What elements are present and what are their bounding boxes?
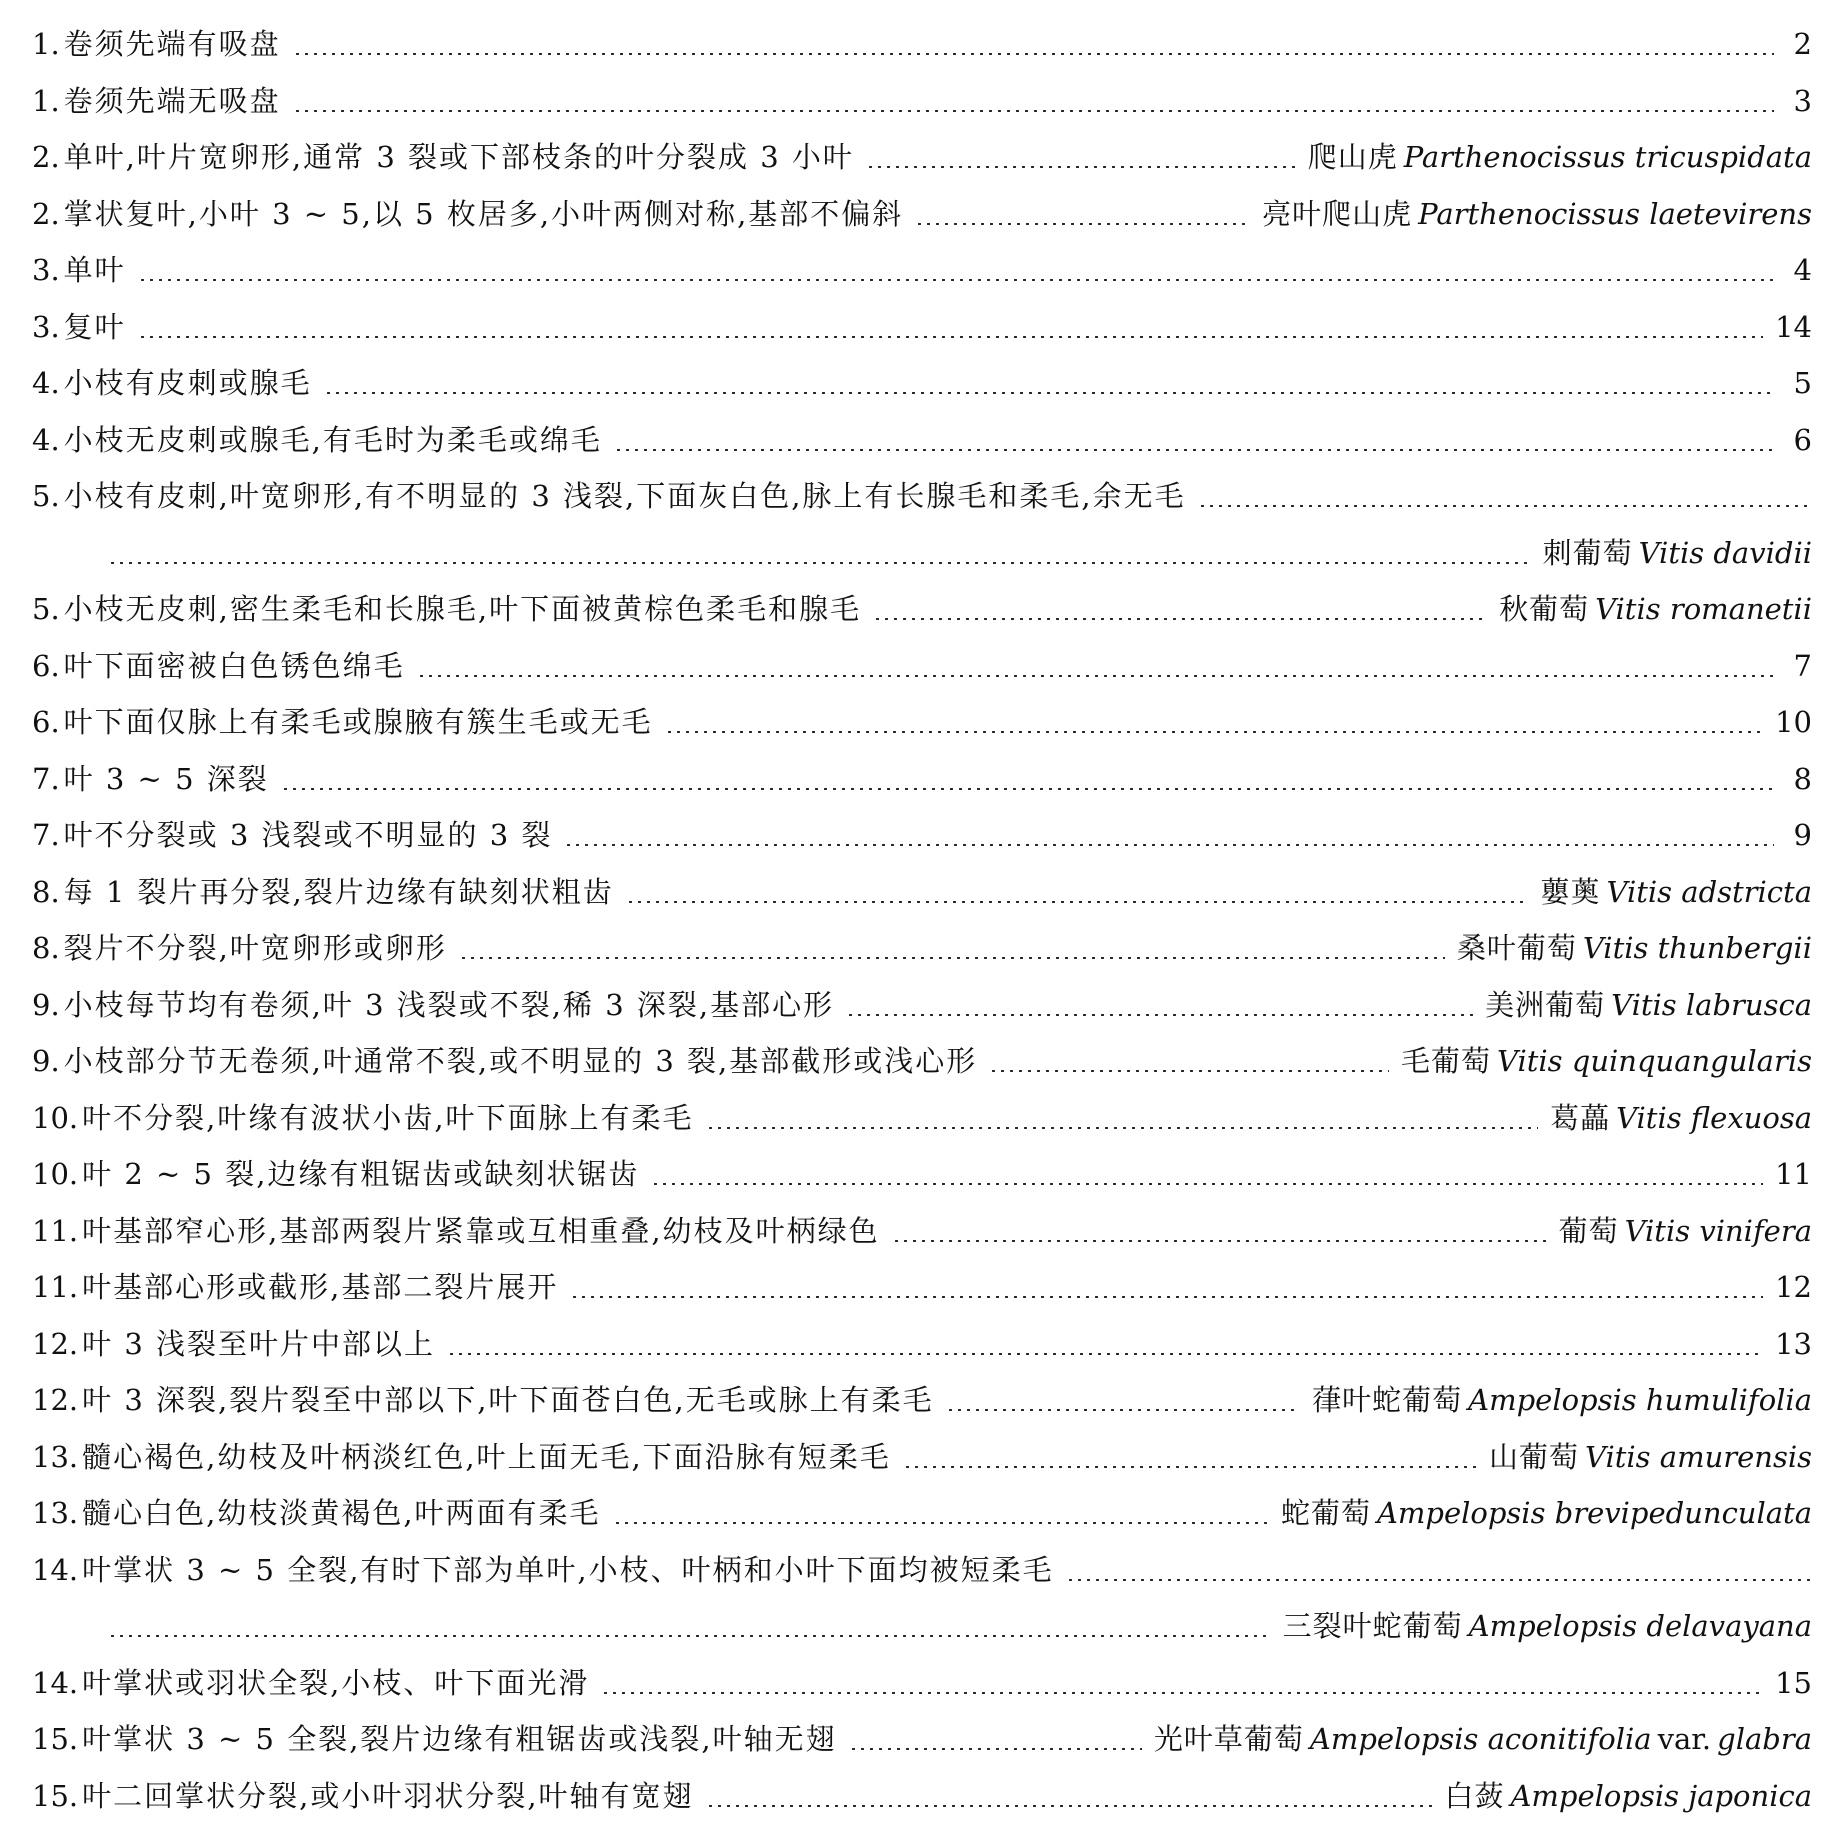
species-cn: 葛藟 — [1550, 1100, 1611, 1135]
key-number: 5. — [32, 592, 60, 626]
species-cn: 桑叶葡萄 — [1456, 931, 1577, 965]
dot-leader — [1066, 1579, 1812, 1581]
key-goto: 14 — [1775, 309, 1812, 344]
species-name — [1401, 1039, 1812, 1080]
key-text: 叶基部心形或截形,基部二裂片展开 — [82, 1270, 559, 1304]
key-text: 叶不分裂,叶缘有波状小齿,叶下面脉上有柔毛 — [82, 1100, 694, 1135]
key-number: 8. — [32, 931, 60, 965]
key-number: 11. — [32, 1213, 79, 1248]
key-number: 4. — [32, 422, 60, 457]
dot-leader — [1198, 505, 1812, 507]
key-goto: 5 — [1793, 366, 1812, 400]
species-cn: 三裂叶蛇葡萄 — [1282, 1609, 1463, 1643]
key-text: 叶掌状 3 ~ 5 全裂,裂片边缘有粗锯齿或浅裂,叶轴无翅 — [82, 1722, 837, 1756]
key-line — [32, 1209, 1812, 1266]
species-name — [1312, 1378, 1812, 1419]
key-number: 15. — [32, 1778, 79, 1813]
key-text: 叶掌状或羽状全裂,小枝、叶下面光滑 — [82, 1665, 590, 1700]
key-text: 复叶 — [63, 309, 126, 344]
species-name — [1541, 870, 1812, 911]
key-line — [32, 870, 1812, 927]
key-goto: 12 — [1775, 1270, 1812, 1304]
key-goto: 4 — [1793, 253, 1812, 287]
species-name — [1308, 135, 1812, 176]
species-latin: Ampelopsis delavayana — [1468, 1609, 1812, 1643]
species-name — [1444, 1774, 1812, 1815]
dot-leader — [293, 110, 1774, 112]
species-variety: glabra — [1717, 1722, 1812, 1756]
species-cn: 毛葡萄 — [1401, 1044, 1492, 1078]
dot-leader — [626, 901, 1529, 903]
key-goto: 3 — [1793, 83, 1812, 118]
species-name — [1485, 983, 1812, 1024]
species-latin: Ampelopsis aconitifolia — [1309, 1722, 1652, 1756]
key-text: 叶基部窄心形,基部两裂片紧靠或互相重叠,幼枝及叶柄绿色 — [82, 1213, 880, 1248]
key-number: 2. — [32, 196, 60, 231]
species-rank: var. — [1657, 1722, 1712, 1756]
species-cn: 刺葡萄 — [1542, 535, 1633, 570]
dot-leader — [849, 1748, 1142, 1750]
species-name — [1499, 587, 1812, 628]
dot-leader — [665, 731, 1763, 733]
key-goto: 2 — [1793, 27, 1812, 61]
dot-leader — [915, 223, 1250, 225]
key-line — [32, 305, 1812, 362]
species-latin: Vitis thunbergii — [1582, 931, 1812, 965]
key-number: 9. — [32, 987, 60, 1022]
dot-leader — [614, 449, 1774, 451]
dot-leader — [138, 279, 1774, 281]
key-text: 髓心白色,幼枝淡黄褐色,叶两面有柔毛 — [82, 1496, 601, 1530]
key-line — [32, 1152, 1812, 1209]
key-number: 12. — [32, 1326, 79, 1361]
species-name — [1550, 1096, 1812, 1137]
key-text: 裂片不分裂,叶宽卵形或卵形 — [63, 931, 447, 965]
key-text: 叶 3 ~ 5 深裂 — [63, 761, 269, 796]
key-line — [32, 1039, 1812, 1096]
key-text: 叶不分裂或 3 浅裂或不明显的 3 裂 — [63, 818, 553, 852]
key-line — [32, 418, 1812, 475]
key-number: 9. — [32, 1044, 60, 1078]
key-text: 小枝无皮刺或腺毛,有毛时为柔毛或绵毛 — [63, 422, 602, 457]
key-line — [32, 361, 1812, 418]
key-line — [32, 1096, 1812, 1153]
key-text: 叶二回掌状分裂,或小叶羽状分裂,叶轴有宽翅 — [82, 1778, 694, 1813]
dot-leader — [946, 1409, 1300, 1411]
key-line — [32, 813, 1812, 870]
species-latin: Vitis quinquangularis — [1497, 1044, 1812, 1078]
species-name — [1262, 192, 1812, 233]
key-number: 15. — [32, 1722, 79, 1756]
key-text: 每 1 裂片再分裂,裂片边缘有缺刻状粗齿 — [63, 874, 614, 909]
dot-leader — [138, 336, 1763, 338]
key-number: 6. — [32, 705, 60, 739]
key-text: 卷须先端有吸盘 — [63, 27, 281, 61]
species-name — [1154, 1717, 1812, 1758]
key-goto: 7 — [1793, 648, 1812, 683]
dot-leader — [866, 166, 1296, 168]
species-latin: Vitis labrusca — [1611, 987, 1812, 1022]
species-cn: 白蔹 — [1444, 1778, 1505, 1813]
species-latin: Vitis vinifera — [1624, 1213, 1812, 1248]
key-number: 3. — [32, 253, 60, 287]
key-line — [32, 22, 1812, 79]
species-latin: Ampelopsis humulifolia — [1468, 1383, 1812, 1417]
key-text: 单叶 — [63, 253, 126, 287]
key-goto: 10 — [1775, 705, 1812, 739]
species-latin: Vitis adstricta — [1606, 874, 1812, 909]
key-text: 叶掌状 3 ~ 5 全裂,有时下部为单叶,小枝、叶柄和小叶下面均被短柔毛 — [82, 1552, 1054, 1587]
key-line — [32, 1548, 1812, 1605]
key-text: 小枝每节均有卷须,叶 3 浅裂或不裂,稀 3 深裂,基部心形 — [63, 987, 835, 1022]
key-goto: 15 — [1775, 1665, 1812, 1700]
species-cn: 爬山虎 — [1307, 140, 1398, 174]
key-text: 单叶,叶片宽卵形,通常 3 裂或下部枝条的叶分裂成 3 小叶 — [63, 140, 854, 174]
key-line — [32, 1717, 1812, 1774]
key-line — [32, 1435, 1812, 1492]
key-text: 小枝无皮刺,密生柔毛和长腺毛,叶下面被黄棕色柔毛和腺毛 — [63, 592, 862, 626]
key-goto: 6 — [1793, 422, 1812, 457]
dot-leader — [873, 618, 1487, 620]
key-number: 10. — [32, 1100, 79, 1135]
key-number: 11. — [32, 1270, 79, 1304]
key-text: 小枝有皮刺,叶宽卵形,有不明显的 3 浅裂,下面灰白色,脉上有长腺毛和柔毛,余无毛 — [63, 479, 1186, 513]
key-number: 10. — [32, 1157, 79, 1191]
key-goto: 8 — [1793, 761, 1812, 796]
key-text: 叶 3 浅裂至叶片中部以上 — [82, 1326, 436, 1361]
key-line — [32, 474, 1812, 531]
dot-leader — [108, 1635, 1271, 1637]
species-latin: Vitis amurensis — [1585, 1439, 1812, 1474]
key-line — [32, 926, 1812, 983]
dot-leader — [459, 957, 1445, 959]
species-cn: 葡萄 — [1558, 1213, 1619, 1248]
dot-leader — [324, 392, 1774, 394]
key-line — [32, 1378, 1812, 1435]
species-name — [1457, 926, 1812, 967]
dot-leader — [651, 1183, 1763, 1185]
key-number: 6. — [32, 648, 60, 683]
key-text: 叶下面密被白色锈色绵毛 — [63, 648, 405, 683]
key-text: 髓心褐色,幼枝及叶柄淡红色,叶上面无毛,下面沿脉有短柔毛 — [82, 1439, 891, 1474]
dot-leader — [417, 675, 1774, 677]
dot-leader — [570, 1296, 1763, 1298]
key-number: 1. — [32, 27, 60, 61]
species-latin: Parthenocissus laetevirens — [1418, 196, 1812, 231]
species-cn: 蘡薁 — [1540, 874, 1601, 909]
key-number: 5. — [32, 479, 60, 513]
species-latin: Parthenocissus tricuspidata — [1403, 140, 1812, 174]
key-text: 卷须先端无吸盘 — [63, 83, 281, 118]
key-text: 掌状复叶,小叶 3 ~ 5,以 5 枚居多,小叶两侧对称,基部不偏斜 — [63, 196, 904, 231]
key-line — [32, 1661, 1812, 1718]
key-line — [32, 192, 1812, 249]
dot-leader — [846, 1014, 1473, 1016]
key-number: 4. — [32, 366, 60, 400]
key-line — [32, 983, 1812, 1040]
species-name — [1559, 1209, 1812, 1250]
species-cn: 秋葡萄 — [1499, 592, 1590, 626]
species-name — [1543, 531, 1812, 572]
dot-leader — [706, 1805, 1433, 1807]
dot-leader — [447, 1353, 1763, 1355]
key-line — [32, 79, 1812, 136]
dot-leader — [601, 1692, 1763, 1694]
dot-leader — [108, 562, 1531, 564]
key-number: 14. — [32, 1665, 79, 1700]
key-number: 13. — [32, 1439, 79, 1474]
dot-leader — [706, 1127, 1539, 1129]
species-latin: Vitis davidii — [1638, 535, 1812, 570]
species-cn: 光叶草葡萄 — [1153, 1722, 1304, 1756]
dichotomous-key — [32, 22, 1812, 1830]
key-text: 叶 2 ~ 5 裂,边缘有粗锯齿或缺刻状锯齿 — [82, 1157, 640, 1191]
dot-leader — [281, 788, 1774, 790]
key-number: 8. — [32, 874, 60, 909]
key-line — [32, 248, 1812, 305]
key-number: 13. — [32, 1496, 79, 1530]
key-line — [32, 1491, 1812, 1548]
dot-leader — [989, 1070, 1389, 1072]
key-number: 2. — [32, 140, 60, 174]
key-line — [32, 644, 1812, 701]
dot-leader — [613, 1522, 1269, 1524]
key-text: 小枝有皮刺或腺毛 — [63, 366, 312, 400]
species-name — [1283, 1604, 1812, 1645]
species-cn: 葎叶蛇葡萄 — [1312, 1383, 1463, 1417]
key-goto: 9 — [1793, 818, 1812, 852]
species-latin: Vitis flexuosa — [1616, 1100, 1812, 1135]
key-number: 7. — [32, 818, 60, 852]
key-line — [32, 1774, 1812, 1831]
dot-leader — [564, 844, 1774, 846]
key-line — [32, 1265, 1812, 1322]
key-goto: 13 — [1775, 1326, 1812, 1361]
species-latin: Ampelopsis japonica — [1510, 1778, 1812, 1813]
key-line-continuation — [32, 1604, 1812, 1661]
species-cn: 亮叶爬山虎 — [1262, 196, 1413, 231]
key-number: 1. — [32, 83, 60, 118]
species-cn: 美洲葡萄 — [1485, 987, 1606, 1022]
species-name — [1489, 1435, 1812, 1476]
key-line — [32, 1322, 1812, 1379]
species-name — [1281, 1491, 1812, 1532]
key-line — [32, 587, 1812, 644]
dot-leader — [903, 1466, 1477, 1468]
key-number: 12. — [32, 1383, 79, 1417]
dot-leader — [293, 53, 1774, 55]
key-text: 小枝部分节无卷须,叶通常不裂,或不明显的 3 裂,基部截形或浅心形 — [63, 1044, 978, 1078]
key-goto: 11 — [1775, 1157, 1812, 1191]
key-number: 14. — [32, 1552, 79, 1587]
key-line — [32, 135, 1812, 192]
key-number: 7. — [32, 761, 60, 796]
key-number: 3. — [32, 309, 60, 344]
key-line — [32, 757, 1812, 814]
species-cn: 山葡萄 — [1489, 1439, 1580, 1474]
species-latin: Ampelopsis brevipedunculata — [1376, 1496, 1812, 1530]
key-text: 叶 3 深裂,裂片裂至中部以下,叶下面苍白色,无毛或脉上有柔毛 — [82, 1383, 934, 1417]
species-latin: Vitis romanetii — [1595, 592, 1812, 626]
dot-leader — [892, 1240, 1547, 1242]
key-line-continuation — [32, 531, 1812, 588]
key-text: 叶下面仅脉上有柔毛或腺腋有簇生毛或无毛 — [63, 705, 653, 739]
species-cn: 蛇葡萄 — [1280, 1496, 1371, 1530]
key-line — [32, 700, 1812, 757]
